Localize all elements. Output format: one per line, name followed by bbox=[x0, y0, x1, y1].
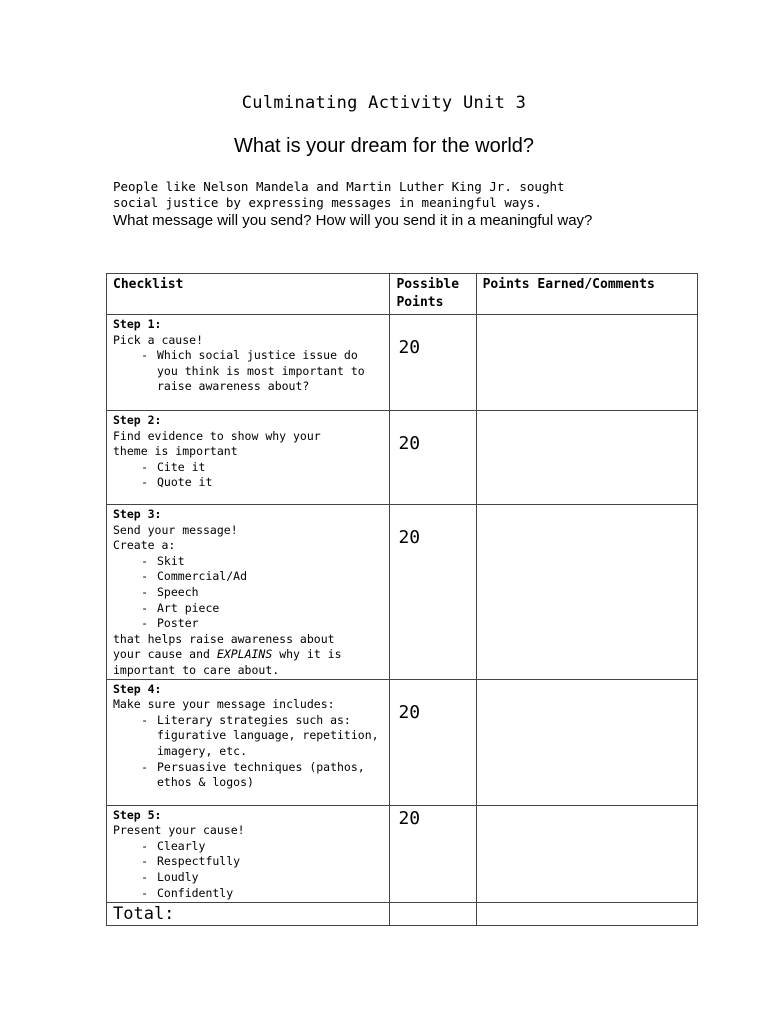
step-label: Step 1: bbox=[113, 317, 162, 331]
list-item: - Loudly bbox=[141, 869, 199, 884]
list-item: - Commercial/Ad bbox=[141, 569, 248, 584]
step-text: your cause and EXPLAINS why it is bbox=[113, 647, 342, 662]
points-earned-cell[interactable] bbox=[476, 505, 697, 680]
step-text: important to care about. bbox=[113, 662, 280, 677]
possible-points: 20 bbox=[390, 505, 476, 680]
list-item: - Skit bbox=[141, 553, 185, 568]
list-item: - Poster bbox=[141, 616, 199, 631]
points-earned-cell[interactable] bbox=[476, 315, 697, 411]
step-text: Send your message! bbox=[113, 522, 238, 537]
list-item: - Literary strategies such as: figurative language, repetition, imagery, etc. bbox=[141, 712, 379, 758]
table-header-row bbox=[107, 274, 698, 315]
intro-paragraph: People like Nelson Mandela and Martin Luther King Jr. sought social justice by expressing messages in meaningful ways. bbox=[113, 179, 565, 210]
step-text: Make sure your message includes: bbox=[113, 697, 335, 712]
possible-points: 20 bbox=[390, 805, 476, 902]
table-row-step-4 bbox=[107, 679, 698, 805]
list-item: - Clearly bbox=[141, 838, 206, 853]
list-item: - Speech bbox=[141, 584, 199, 599]
bullet-list bbox=[113, 348, 383, 395]
step-label: Step 2: bbox=[113, 413, 162, 427]
points-earned-cell[interactable] bbox=[476, 805, 697, 902]
step-text: theme is important bbox=[113, 444, 238, 459]
bullet-list bbox=[113, 460, 383, 491]
step-5-cell bbox=[107, 805, 390, 902]
table-row-total bbox=[107, 902, 698, 925]
possible-points: 20 bbox=[390, 315, 476, 411]
step-2-cell bbox=[107, 411, 390, 505]
list-item: - Quote it bbox=[141, 475, 213, 490]
step-text: Present your cause! bbox=[113, 823, 245, 838]
table-row-step-2 bbox=[107, 411, 698, 505]
list-item: - Cite it bbox=[141, 459, 206, 474]
total-earned-cell[interactable] bbox=[476, 902, 697, 925]
possible-points: 20 bbox=[390, 411, 476, 505]
checklist-table bbox=[106, 273, 698, 926]
list-item: - Respectfully bbox=[141, 854, 241, 869]
header-possible-points: Possible Points bbox=[390, 274, 476, 315]
document-title: Culminating Activity Unit 3 bbox=[241, 93, 527, 113]
possible-points: 20 bbox=[390, 679, 476, 805]
table-row-step-1 bbox=[107, 315, 698, 411]
points-earned-cell[interactable] bbox=[476, 411, 697, 505]
intro-question: What message will you send? How will you send it in a meaningful way? bbox=[113, 212, 593, 229]
list-item: - Confidently bbox=[141, 885, 234, 900]
document-subtitle: What is your dream for the world? bbox=[233, 135, 535, 157]
total-label: Total: bbox=[107, 902, 390, 925]
bullet-list bbox=[113, 839, 383, 901]
list-item: - Which social justice issue do you think is most important to raise awareness about? bbox=[141, 348, 365, 394]
header-points-earned: Points Earned/Comments bbox=[476, 274, 697, 315]
step-label: Step 5: bbox=[113, 807, 162, 822]
step-text: that helps raise awareness about bbox=[113, 631, 335, 646]
list-item: - Art piece bbox=[141, 600, 220, 615]
step-4-cell bbox=[107, 679, 390, 805]
step-label: Step 3: bbox=[113, 507, 162, 521]
table-row-step-3 bbox=[107, 505, 698, 680]
step-1-cell bbox=[107, 315, 390, 411]
header-checklist: Checklist bbox=[107, 274, 390, 315]
list-item: - Persuasive techniques (pathos, ethos & logos) bbox=[141, 759, 365, 790]
step-text: Create a: bbox=[113, 538, 176, 553]
emphasis-text: EXPLAINS bbox=[216, 647, 273, 662]
bullet-list bbox=[113, 554, 383, 632]
step-3-cell bbox=[107, 505, 390, 680]
step-text: Find evidence to show why your bbox=[113, 428, 321, 443]
bullet-list bbox=[113, 713, 383, 791]
table-row-step-5 bbox=[107, 805, 698, 902]
points-earned-cell[interactable] bbox=[476, 679, 697, 805]
step-label: Step 4: bbox=[113, 681, 162, 696]
total-possible-cell[interactable] bbox=[390, 902, 476, 925]
step-text: Pick a cause! bbox=[113, 332, 204, 347]
